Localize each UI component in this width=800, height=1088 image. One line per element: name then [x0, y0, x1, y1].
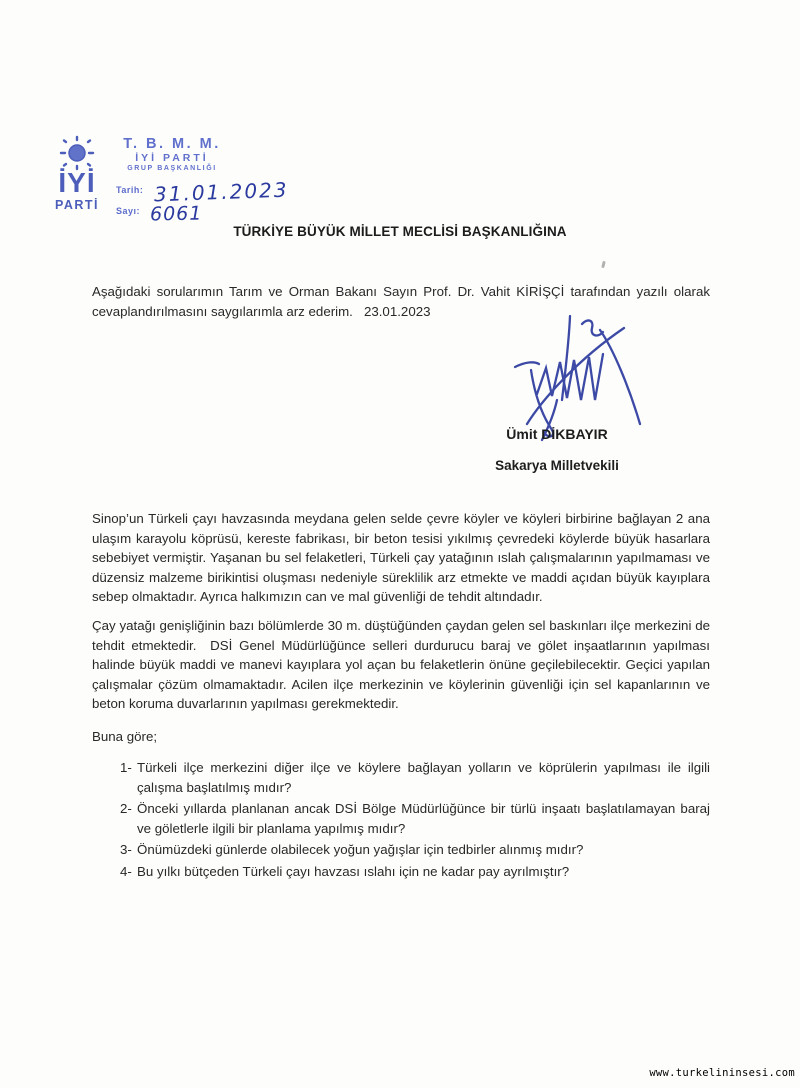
body-paragraph-2: Çay yatağı genişliğinin bazı bölümlerde 30 m. düştüğünden çaydan gelen sel baskınları ilçe merkezini de tehdit etmektedir. DSİ Genel Müdürlüğünce selleri durdurucu baraj ve gölet inşaatlarının yapılması halinde büyük maddi ve manevi kayıplara yol açan bu felaketlerin önüne geçilebilecektir. Geçici yapılan çalışmalar çözüm olmamaktadır. Acilen ilçe merkezinin ve köylerinin güvenliği için sel kapanlarının ve beton koruma duvarlarının yapılması gerekmektedir.	[92, 618, 714, 712]
tarih-handwritten-value: 31.01.2023	[153, 177, 289, 207]
stray-ink-mark	[601, 261, 606, 269]
question-text: Bu yılkı bütçeden Türkeli çayı havzası ıslahı için ne kadar pay ayrılmıştır?	[137, 863, 570, 879]
stamp-line-group: GRUP BAŞKANLIĞI	[127, 165, 217, 172]
logo-text-parti: PARTİ	[54, 198, 100, 212]
iyi-parti-logo	[48, 134, 106, 212]
question-list	[92, 758, 710, 884]
number-row	[116, 203, 203, 225]
question-item	[92, 799, 710, 838]
question-text: Türkeli ilçe merkezini diğer ilçe ve köylere bağlayan yolların ve köprülerin yapılması ile ilgili çalışma başlatılmış mıdır?	[137, 760, 710, 795]
question-item	[92, 840, 710, 860]
question-item	[92, 758, 710, 797]
tarih-label: Tarih:	[116, 185, 144, 195]
question-number: 1-	[120, 760, 132, 775]
signer-block	[452, 426, 662, 473]
site-watermark: www.turkelininsesi.com	[649, 1067, 795, 1079]
lead-in-line: Buna göre;	[92, 729, 158, 744]
question-number: 4-	[120, 863, 132, 879]
body-paragraph-1: Sinop’un Türkeli çayı havzasında meydana gelen selde çevre köyler ve köyleri birbirine bağlayan 2 ana ulaşım karayolu köprüsü, kereste fabrikası, bir beton tesisi yıkılmış çevredeki köylerde büyük hasarlara sebebiyet vermiştir. Yaşanan bu sel felaketleri, Türkeli çay yatağının ıslah çalışmalarının yapılmaması ve düzensiz malzeme birikintisi oluşması nedeniyle süreklilik arz etmekte ve maddi açıdan büyük kayıplara sebep olmaktadır. Ayrıca halkımızın can ve mal güvenliği de tehdit altındadır.	[92, 511, 714, 605]
question-item	[92, 862, 710, 882]
question-number: 3-	[120, 842, 132, 858]
date-row	[116, 177, 289, 207]
signer-title: Sakarya Milletvekili	[495, 458, 619, 473]
tbmm-group-stamp	[112, 137, 232, 173]
logo-text-iyi: İYİ	[58, 167, 96, 198]
question-text: Önceki yıllarda planlanan ancak DSİ Bölge Müdürlüğünce bir türlü inşaatı başlatılamayan baraj ve göletlerle ilgili bir planlama yapılmış mıdır?	[137, 801, 710, 836]
stamp-line-party: İYİ PARTİ	[135, 152, 209, 164]
question-number: 2-	[120, 801, 132, 817]
intro-paragraph: Aşağıdaki sorularımın Tarım ve Orman Bakanı Sayın Prof. Dr. Vahit KİRİŞÇİ tarafından yazılı olarak cevaplandırılmasını saygılarımla arz ederim. 23.01.2023	[92, 284, 714, 319]
sayi-handwritten-value: 6061	[150, 202, 204, 226]
question-text: Önümüzdeki günlerde olabilecek yoğun yağışlar için tedbirler alınmış mıdır?	[137, 842, 584, 858]
stamp-line-tbmm: T. B. M. M.	[123, 136, 221, 152]
signer-name: Ümit DİKBAYIR	[506, 426, 608, 442]
document-title: TÜRKİYE BÜYÜK MİLLET MECLİSİ BAŞKANLIĞINA	[233, 224, 567, 239]
sayi-label: Sayı:	[116, 206, 141, 216]
